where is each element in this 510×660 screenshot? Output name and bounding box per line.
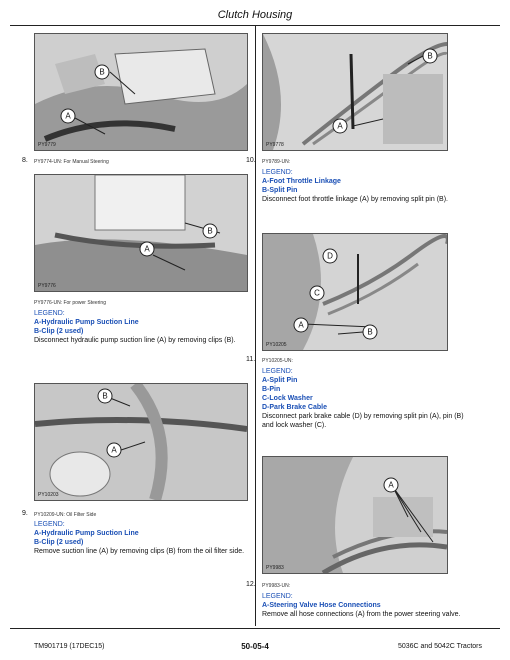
photo-id: PY9776 [38, 283, 56, 289]
legend-title: LEGEND: [262, 593, 293, 600]
photo-manual-steering [34, 174, 248, 292]
footer-doc-id: TM901719 (17DEC15) [34, 643, 105, 650]
figure-caption: PY10209-UN: Oil Filter Side [34, 512, 97, 518]
footer-page-number: 50-05-4 [241, 642, 269, 651]
legend-item: A-Foot Throttle Linkage [262, 178, 341, 185]
instruction-text: Remove suction line (A) by removing clips (B) from the oil filter side. [34, 548, 245, 555]
figure-caption: PY9774-UN: For Manual Steering [34, 159, 109, 165]
figure-caption: PY9983-UN: [262, 583, 291, 589]
legend-title: LEGEND: [34, 521, 65, 528]
photo-id: PY9778 [266, 142, 284, 148]
legend-step-12 [262, 592, 472, 619]
photo-pump-area [34, 33, 248, 151]
legend-title: LEGEND: [34, 310, 65, 317]
callout-label: C [314, 288, 320, 298]
legend-step-9 [34, 520, 246, 556]
column-divider [255, 26, 256, 626]
callout-label: A [337, 121, 343, 131]
instruction-text: Disconnect foot throttle linkage (A) by removing split pin (B). [262, 196, 448, 203]
photo-park-brake [262, 233, 448, 351]
photo-id: PY9779 [38, 142, 56, 148]
callout-label: B [99, 67, 105, 77]
legend-item: C-Lock Washer [262, 395, 313, 402]
legend-item: B-Split Pin [262, 187, 298, 194]
legend-item: B-Clip (2 used) [34, 539, 84, 546]
legend-step-10 [262, 168, 462, 204]
photo-id: PY10205 [266, 342, 287, 348]
legend-item: D-Park Brake Cable [262, 404, 327, 411]
legend-step-11 [262, 367, 472, 430]
step-number: 8. [22, 157, 28, 164]
legend-item: A-Hydraulic Pump Suction Line [34, 319, 139, 326]
figure-caption: PY9776-UN: For power Steering [34, 300, 106, 306]
callout-label: B [207, 226, 213, 236]
step-number: 9. [22, 510, 28, 517]
legend-item: B-Pin [262, 386, 281, 393]
callout-label: A [298, 320, 304, 330]
callout-label: B [367, 327, 373, 337]
step-number: 10. [246, 157, 256, 164]
legend-title: LEGEND: [262, 368, 293, 375]
step-number: 12. [246, 581, 256, 588]
legend-item: B-Clip (2 used) [34, 328, 84, 335]
photo-steering-valve [262, 456, 448, 574]
legend-item: A-Hydraulic Pump Suction Line [34, 530, 139, 537]
footer-rule [10, 628, 500, 629]
photo-oil-filter-side [34, 383, 248, 501]
callout-label: A [388, 480, 394, 490]
instruction-text: Disconnect hydraulic pump suction line (A) by removing clips (B). [34, 337, 236, 344]
callout-label: B [102, 391, 108, 401]
step-number: 11. [246, 356, 256, 363]
callout-label: D [327, 251, 333, 261]
instruction-text: Remove all hose connections (A) from the power steering valve. [262, 611, 461, 618]
legend-item: A-Split Pin [262, 377, 298, 384]
legend-step-8 [34, 309, 246, 345]
figure-caption: PY10205-UN: [262, 358, 293, 364]
instruction-text: Disconnect park brake cable (D) by removing split pin (A), pin (B) and lock washer (C). [262, 413, 464, 429]
photo-throttle-linkage [262, 33, 448, 151]
figure-caption: PY9789-UN: [262, 159, 291, 165]
callout-label: A [144, 244, 150, 254]
page-title: Clutch Housing [217, 9, 293, 21]
legend-item: A-Steering Valve Hose Connections [262, 602, 381, 609]
callout-label: A [111, 445, 117, 455]
photo-id: PY9983 [266, 565, 284, 571]
legend-title: LEGEND: [262, 169, 293, 176]
footer-model: 5036C and 5042C Tractors [397, 643, 482, 650]
callout-label: B [427, 51, 433, 61]
callout-label: A [65, 111, 71, 121]
photo-id: PY10203 [38, 492, 59, 498]
